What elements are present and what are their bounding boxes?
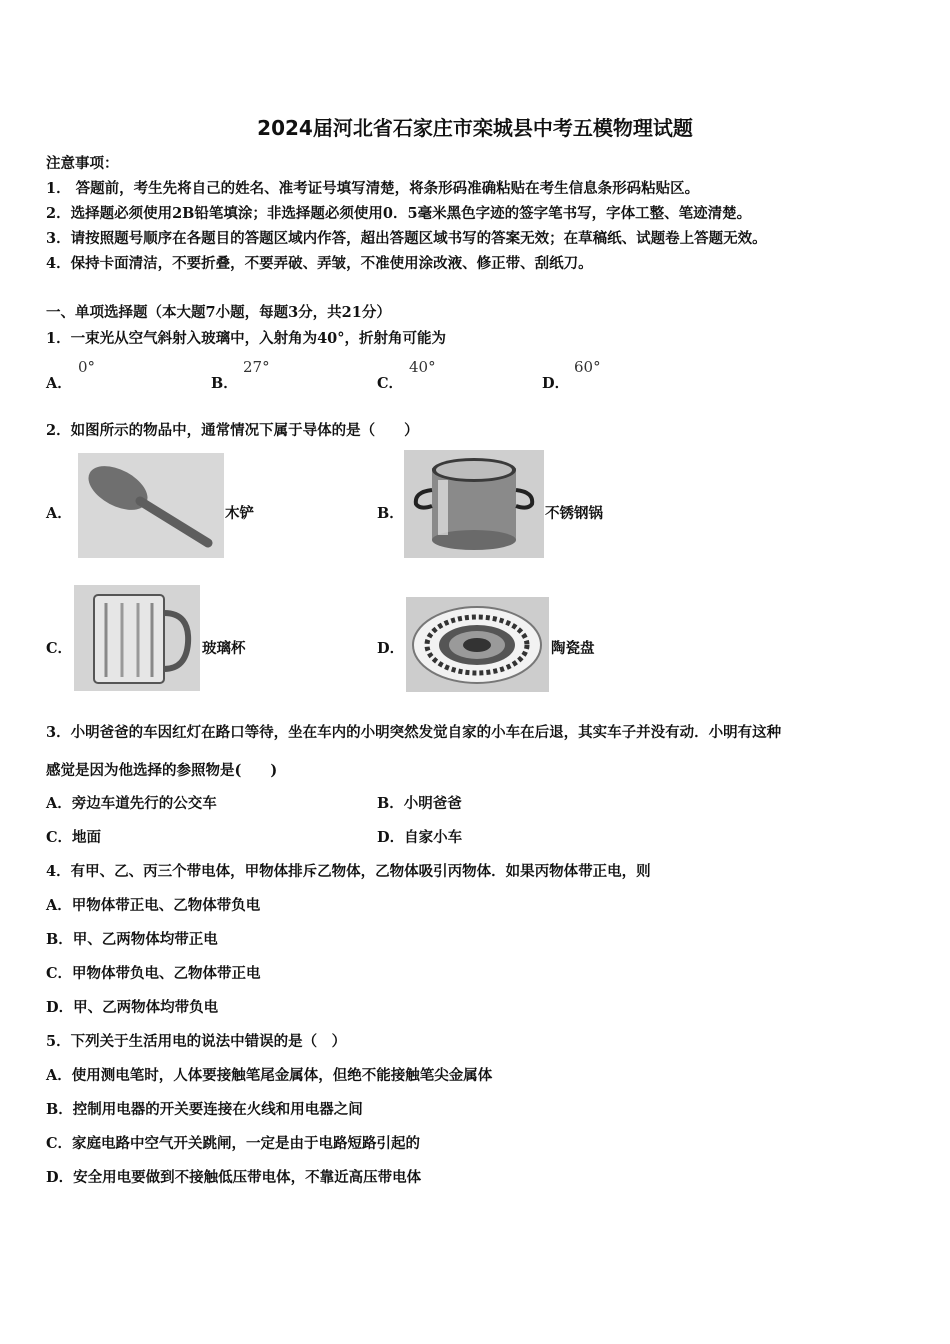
notice-item: 4．保持卡面清洁，不要折叠，不要弄破、弄皱，不准使用涂改液、修正带、刮纸刀。 bbox=[46, 255, 593, 272]
q2-option-letter: A． bbox=[46, 505, 72, 522]
q4-option: A．甲物体带正电、乙物体带负电 bbox=[46, 897, 261, 914]
ceramic-plate-icon bbox=[406, 597, 549, 692]
q5-option: C．家庭电路中空气开关跳闸，一定是由于电路短路引起的 bbox=[46, 1135, 421, 1152]
q2-option-caption: 不锈钢锅 bbox=[545, 505, 603, 522]
steel-pot-icon bbox=[404, 450, 544, 558]
q5-option: D．安全用电要做到不接触低压带电体，不靠近高压带电体 bbox=[46, 1169, 422, 1186]
q3-stem: 感觉是因为他选择的参照物是( ) bbox=[46, 762, 278, 779]
q3-option: B．小明爸爸 bbox=[377, 795, 462, 812]
q5-option: A．使用测电笔时，人体要接触笔尾金属体，但绝不能接触笔尖金属体 bbox=[46, 1067, 493, 1084]
q2-option-letter: D． bbox=[377, 640, 405, 657]
q4-stem: 4．有甲、乙、丙三个带电体，甲物体排斥乙物体，乙物体吸引丙物体．如果丙物体带正电，则 bbox=[46, 863, 651, 880]
q4-option: C．甲物体带负电、乙物体带正电 bbox=[46, 965, 261, 982]
q3-option: A．旁边车道先行的公交车 bbox=[46, 795, 217, 812]
q2-option-letter: C． bbox=[46, 640, 73, 657]
q1-stem: 1．一束光从空气斜射入玻璃中，入射角为40°，折射角可能为 bbox=[46, 330, 447, 347]
q2-option-caption: 木铲 bbox=[225, 505, 254, 522]
q2-option-caption: 玻璃杯 bbox=[202, 640, 246, 657]
q2-option-caption: 陶瓷盘 bbox=[551, 640, 595, 657]
q1-option-letter: B． bbox=[211, 375, 238, 392]
q1-option-letter: A． bbox=[46, 375, 72, 392]
q4-option: B．甲、乙两物体均带正电 bbox=[46, 931, 218, 948]
q3-option: D．自家小车 bbox=[377, 829, 463, 846]
q3-stem: 3．小明爸爸的车因红灯在路口等待，坐在车内的小明突然发觉自家的小车在后退，其实车子并没有动．小明有这种 bbox=[46, 724, 782, 741]
q3-option: C．地面 bbox=[46, 829, 102, 846]
section-heading: 一、单项选择题（本大题7小题，每题3分，共21分） bbox=[46, 304, 391, 321]
q1-option-letter: D． bbox=[542, 375, 570, 392]
q1-option-value: 40° bbox=[409, 358, 436, 376]
q4-option: D．甲、乙两物体均带负电 bbox=[46, 999, 219, 1016]
notice-item: 1． 答题前，考生先将自己的姓名、准考证号填写清楚，将条形码准确粘贴在考生信息条形码粘贴区。 bbox=[46, 180, 700, 197]
q1-option-value: 60° bbox=[574, 358, 601, 376]
notice-item: 2．选择题必须使用2B铅笔填涂；非选择题必须使用0．5毫米黑色字迹的签字笔书写，字体工整、笔迹清楚。 bbox=[46, 205, 752, 222]
q1-option-value: 27° bbox=[243, 358, 270, 376]
glass-mug-icon bbox=[74, 585, 200, 691]
q1-option-letter: C． bbox=[377, 375, 404, 392]
q1-option-value: 0° bbox=[78, 358, 96, 376]
page-title: 2024届河北省石家庄市栾城县中考五模物理试题 bbox=[257, 116, 693, 140]
q2-stem: 2．如图所示的物品中，通常情况下属于导体的是（ ） bbox=[46, 422, 419, 439]
wooden-spatula-icon bbox=[78, 453, 224, 558]
q5-option: B．控制用电器的开关要连接在火线和用电器之间 bbox=[46, 1101, 363, 1118]
notice-item: 3．请按照题号顺序在各题目的答题区域内作答，超出答题区域书写的答案无效；在草稿纸、试题卷上答题无效。 bbox=[46, 230, 767, 247]
q5-stem: 5．下列关于生活用电的说法中错误的是（ ） bbox=[46, 1033, 347, 1050]
q2-option-letter: B． bbox=[377, 505, 404, 522]
notice-heading: 注意事项： bbox=[46, 155, 119, 172]
